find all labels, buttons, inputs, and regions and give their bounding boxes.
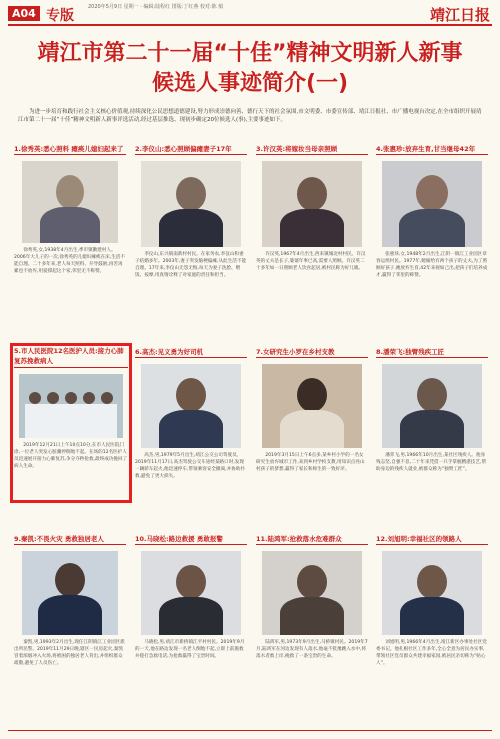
candidate-card-12 [376,533,488,727]
portrait-photo [382,551,482,635]
card-text: 徐秀英,女,1938年4月出生,季市镇勤建村人。2006年大儿子的一次,徐秀英的儿媳妇瘫痪在床,生活不能自理。二十多年来,老人每天照料、开导鼓励,再苦再累也不放弃,用爱撑起这个家,邻里无不称赞。 [14,248,126,274]
card-text: 秦凯,男,1993年2月出生,现任江阴镇江工业园区派出所民警。2019年11月29日晚,辖区一民房起火,秦凯冒着浓烟冲入火场,将被困的独居老人背出,并组织群众疏散,避免了人员伤亡。 [14,640,125,666]
candidate-card-11 [256,533,368,727]
edition-label: 专版 [46,8,74,24]
highlight-frame [10,343,132,503]
card-text: 许汉英,1967年4月出生,西来镇城北村村民。许汉英的丈夫是长子,婆婆年事已高,需要人照顾。许汉英二十多年如一日照顾老人饮食起居,被村民称为好儿媳。 [256,252,366,271]
portrait-photo [262,364,362,448]
portrait-photo [262,551,362,635]
card-title: 4.张惠珍:放弃生育,甘当继母42年 [376,143,488,155]
portrait-photo [382,364,482,448]
candidate-card-2 [135,143,247,347]
headline-line1: 靖江市第二十一届“十佳”精神文明新人新事 [37,41,463,66]
intro-paragraph: 为进一步培育和践行社会主义核心价值观,持续深化公民思想道德建设,努力形成崇德向善、德行天下的社会氛围,市文明委、市委宣传部、靖江日报社、市广播电视台决定,在全市组织开展靖江市第二十一届“十佳”精神文明新人新事评选活动,经过基层推选、现初步确定20位候选人(事),主要事迹如下。 [18,109,482,123]
candidate-card-6 [135,346,247,534]
card-title: 2.李仪山:悉心照顾偏瘫妻子17年 [135,143,247,155]
card-title: 8.潘荣飞:独臂残疾工匠 [376,346,488,358]
card-text: 2019年3月15日上午6点多,某乡村小学的一名女研究生放弃城市工作,来到乡村学校支教,用知识点亮山村孩子的梦想,赢得了家长和师生的一致好评。 [256,453,365,472]
headline-line2: 候选人事迹简介(一) [151,71,349,96]
candidate-card-10 [135,533,247,727]
candidate-card-9 [14,533,126,727]
card-text: 陆鸿军,男,1973年9月出生,马桥镇村民。2019年7月,陆鸿军在河边发现有人落水,他毫不犹豫跳入水中,将落水者救上岸,挽救了一条宝贵的生命。 [256,640,368,659]
card-text: 马晓松,男,靖江市新桥镇江平村村民。2019年9月的一天,他在路边发现一名老人倒地不起,立即上前施救并拨打急救电话,为抢救赢得了宝贵时间。 [135,640,245,659]
edition-number: A04 [8,6,40,21]
portrait-photo [22,161,118,243]
candidate-card-1 [14,143,126,347]
card-title: 10.马晓松:路边救援 勇敢报警 [135,533,247,545]
page-headline [0,40,500,98]
masthead [0,0,500,26]
newspaper-logo: 靖江日报 [429,6,490,24]
card-text: 张惠珍,女,1948年2月出生,江阴一镇江工业园区章春运组村民。1977年,她嫁给有两个孩子的丈夫,为了照顾好孩子,她放弃生育,42年来视如己出,把孩子们培养成才,赢得了邻里的称赞。 [376,252,488,278]
card-title: 5.市人民医院12名医护人员:接力心肺复苏挽救病人 [14,346,128,368]
footer-rule [8,730,492,731]
candidate-card-8 [376,346,488,534]
candidate-card-3 [256,143,368,347]
card-title: 1.徐秀英:悉心照料 瘫痪儿媳妇起来了 [14,143,126,155]
portrait-photo [141,364,241,448]
card-text: 高杰,男,1979年5月出生,靖江公交公司驾驶员。2019年11月17日,高杰驾驶公交车途经某路口时,发现一辆轿车起火,他迅速停车,带领乘客安全撤离,并协助扑救,避免了更大损失。 [135,453,246,479]
card-text: 李仪山,东兴镇南新村村民。在家务农,李仪山和妻子结婚多年。2003年,妻子突发脑梗偏瘫,从此生活不能自理。17年来,李仪山无怨无悔,每天为妻子洗脸、喂饭、按摩,用真情诠释了对家庭的责任和担当。 [135,252,247,278]
card-text: 刘旭明,男,1966年4月出生,靖江新区办事处社区党委书记。他扎根社区工作多年,全心全意为居民办实事,带领社区党员群众共建幸福家园,被居民亲切称为“贴心人”。 [376,640,487,666]
issue-meta: 2020年5月9日 星期一 · 编辑:陆程红 排版:丁红燕 校对:陈 船 [88,4,224,10]
candidate-card-4 [376,143,488,347]
card-title: 6.高杰:见义勇为好司机 [135,346,247,358]
portrait-photo [382,161,482,247]
card-title: 7.女研究生小罗在乡村支教 [256,346,368,358]
card-title: 3.许汉英:将嫁妆当母亲照顾 [256,143,368,155]
portrait-photo [141,551,241,635]
card-title: 12.刘旭明:幸福社区的领路人 [376,533,488,545]
masthead-rule [8,24,492,26]
card-text: 2019年12月21日上午10点10分,在市人民医院门诊,一位老人突发心脏骤停倒地不起。在场的12名医护人员迅速展开接力心肺复苏,争分夺秒抢救,最终成功挽回了病人生命。 [14,443,128,469]
card-title: 9.秦凯:不畏火灾 勇救独居老人 [14,533,126,545]
portrait-photo [262,161,362,247]
card-text: 潘荣飞,男,1966年10月出生,某社区残疾人。他身残志坚,自强不息,二十年来凭借一只手掌握精湛技艺,帮助身边的残疾人就业,被群众称为“独臂工匠”。 [376,453,487,472]
portrait-photo [141,161,241,247]
candidate-card-7 [256,346,368,534]
portrait-photo [22,551,118,635]
card-title: 11.陆鸿军:抢救落水危难群众 [256,533,368,545]
